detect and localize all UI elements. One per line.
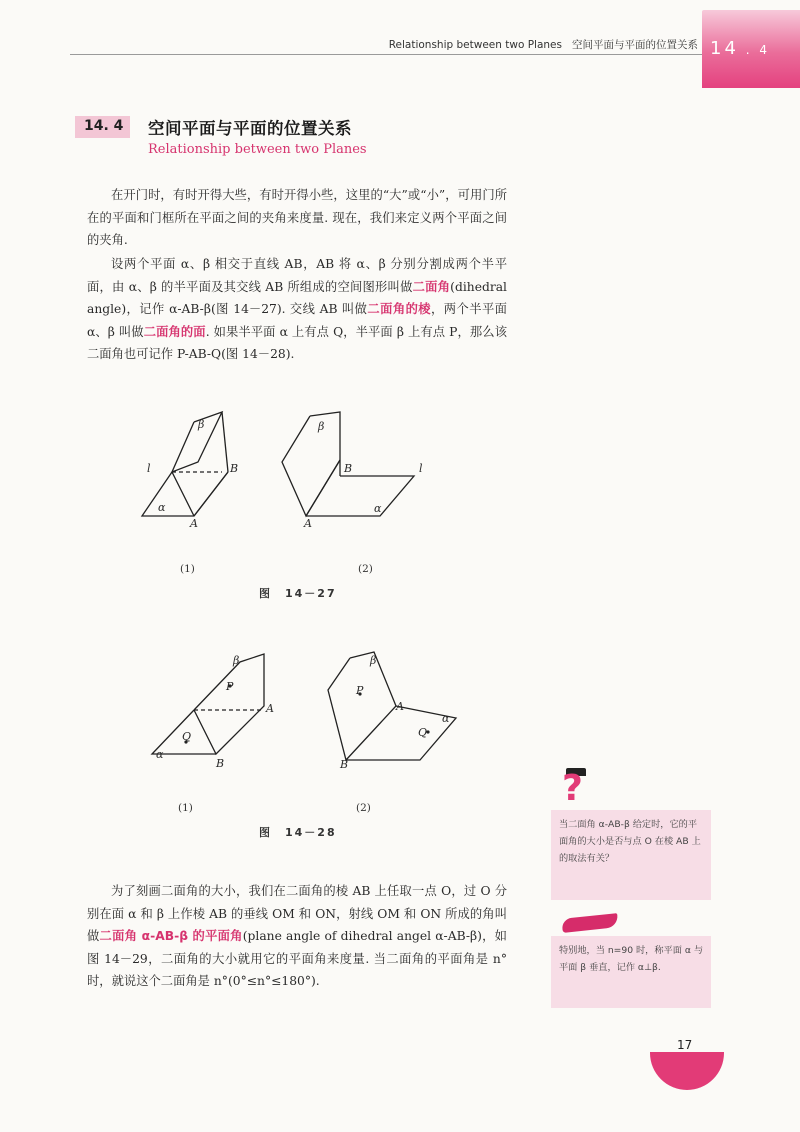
section-subtitle: Relationship between two Planes: [148, 142, 367, 157]
fig27-sub-2: (2): [358, 563, 373, 575]
fig27-2-alpha: α: [374, 502, 382, 515]
fig28-sub-1: (1): [178, 802, 193, 814]
header-rule: [70, 54, 712, 55]
fig28-2-beta: β: [370, 654, 377, 667]
question-mark-icon: ?: [562, 768, 583, 809]
running-title-zh: 空间平面与平面的位置关系: [572, 39, 698, 51]
fig27-1-B: B: [230, 462, 239, 475]
page-number-tab: [650, 1052, 724, 1090]
fig28-1-Q: Q: [182, 730, 192, 743]
paragraph-definition: 设两个平面 α、β 相交于直线 AB，AB 将 α、β 分别分割成两个半平面，由 α、β 的半平面及其交线 AB 所组成的空间图形叫做二面角(dihedral angle)，记作 α-AB-β(图 14－27). 交线 AB 叫做二面角的棱，两个半平面 α、β 叫做二面角的面. 如果半平面 α 上有点 Q，半平面 β 上有点 P，那么该二面角也可记作 P-AB-Q(图 14－28).: [87, 257, 507, 361]
side-note-perpendicular: 特别地，当 n=90 时，称平面 α 与平面 β 垂直，记作 α⊥β.: [551, 936, 711, 1008]
term-dihedral-angle: 二面角: [412, 279, 451, 294]
fig27-caption: 图 14－27: [259, 587, 337, 600]
figure-14-28-diagrams: [140, 646, 470, 776]
fig28-1-A: A: [266, 702, 274, 715]
term-edge: 二面角的棱: [367, 302, 432, 316]
fig27-1-A: A: [190, 517, 198, 530]
fig28-2-P: P: [356, 684, 364, 697]
fig27-1-beta: β: [198, 418, 205, 431]
term-face: 二面角的面: [143, 324, 206, 339]
fig28-2-B: B: [340, 758, 349, 771]
figure-14-27-diagrams: [110, 408, 460, 548]
page-number: 17: [677, 1038, 693, 1052]
paragraph-plane-angle: 为了刻画二面角的大小，我们在二面角的棱 AB 上任取一点 O，过 O 分别在面 α 和 β 上作棱 AB 的垂线 OM 和 ON，射线 OM 和 ON 所成的角叫做二面角 α-AB-β 的平面角(plane angle of dihedral angel α-AB-β)，如图 14－29，二面角的大小就用它的平面角来度量. 当二面角的平面角是 n°时，就说这个二面角是 n°(0°≤n°≤180°).: [87, 884, 507, 988]
running-header: [389, 37, 698, 52]
section-number: 14. 4: [84, 118, 124, 134]
fig27-1-alpha: α: [158, 501, 166, 514]
fig28-1-P: P: [226, 680, 234, 693]
fig27-sub-1: (1): [180, 563, 195, 575]
paragraph-intro: 在开门时，有时开得大些，有时开得小些，这里的“大”或“小”，可用门所在的平面和门框所在平面之间的夹角来度量. 现在，我们来定义两个平面之间的夹角.: [87, 188, 507, 247]
fig27-2-beta: β: [318, 420, 325, 433]
fig27-1-l: l: [147, 462, 151, 475]
fig27-2-B: B: [344, 462, 353, 475]
fig28-caption: 图 14－28: [259, 826, 337, 839]
fig28-2-alpha: α: [442, 712, 450, 725]
term-plane-angle: 二面角 α-AB-β 的平面角: [99, 929, 243, 943]
fig28-1-B: B: [216, 757, 225, 770]
fig28-1-beta: β: [233, 654, 240, 667]
fig28-2-A: A: [396, 700, 404, 713]
running-title-en: Relationship between two Planes: [388, 39, 562, 51]
fig27-2-A: A: [304, 517, 312, 530]
fig27-2-l: l: [419, 462, 423, 475]
brush-stroke-icon: [561, 913, 618, 933]
side-note-question: 当二面角 α-AB-β 给定时，它的平面角的大小是否与点 O 在棱 AB 上的取法有关？: [551, 810, 711, 900]
fig28-1-alpha: α: [156, 748, 164, 761]
section-title: 空间平面与平面的位置关系: [148, 119, 352, 138]
chapter-tab-number: 14 . 4: [710, 38, 770, 59]
fig28-2-Q: Q: [418, 726, 428, 739]
fig28-sub-2: (2): [356, 802, 371, 814]
